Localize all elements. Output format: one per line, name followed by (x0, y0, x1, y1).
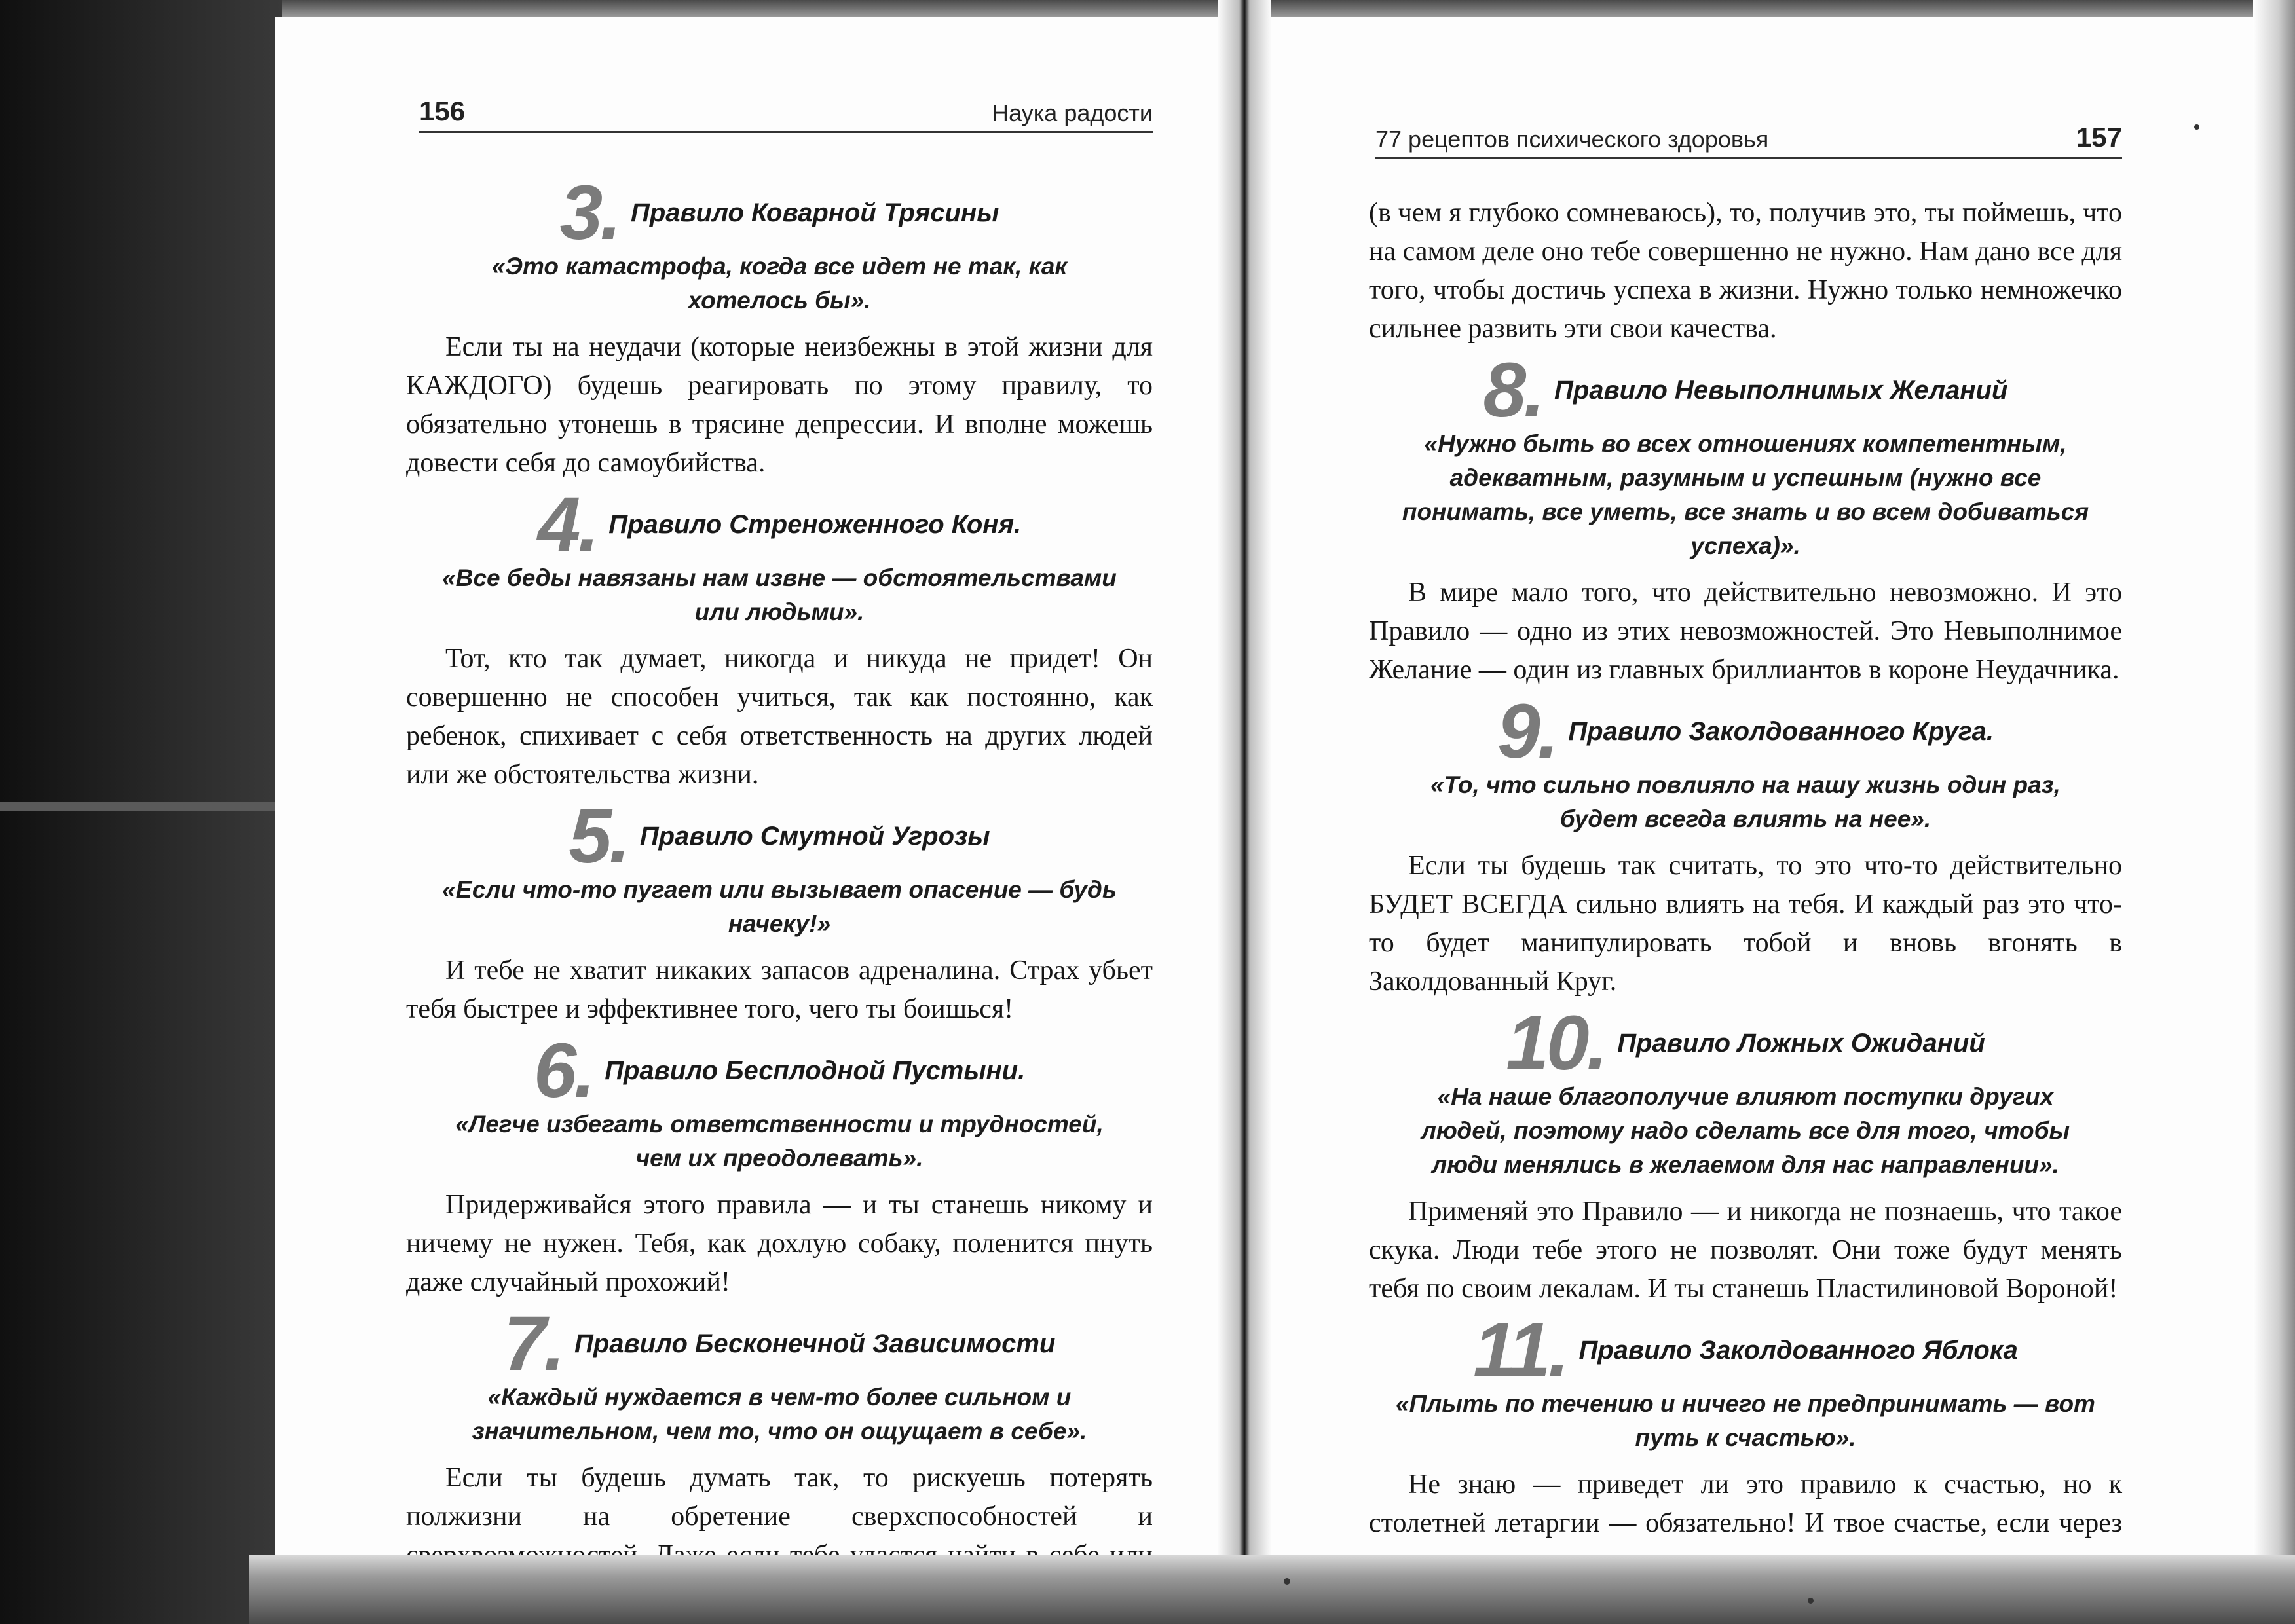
rule-quote: «Каждый нуждается в чем-то более сильном и значительном, чем то, что он ощущает в себе». (472, 1384, 1087, 1445)
left-rules-list (406, 170, 1153, 1614)
scan-shadow-top (282, 0, 2295, 17)
rule-paragraph: И тебе не хватит никаких запасов адреналина. Страх убьет тебя быстрее и эффективнее того, чего ты боишься! (406, 955, 1153, 1024)
rule-paragraph: Если ты на неудачи (которые неизбежны в этой жизни для КАЖДОГО) будешь реагировать по этому правилу, то обязательно утонешь в трясине депрессии. И вполне можешь довести себя до самоубийства. (406, 332, 1153, 478)
left-page-header (419, 96, 1153, 133)
rule-heading (406, 793, 1153, 879)
left-running-header: Наука радости (992, 100, 1153, 126)
rule-title: Правило Заколдованного Яблока (1578, 1335, 2018, 1365)
rule-title: Правило Смутной Угрозы (639, 821, 990, 851)
continuation-paragraph: (в чем я глубоко сомневаюсь), то, получив это, ты поймешь, что на самом деле оно тебе совершенно не нужно. Нам дано все для того, чтобы достичь успеха в жизни. Нужно только немножечко сильнее развить эти свои качества. (1369, 198, 2122, 344)
rule-paragraph: Если ты будешь так считать, то это что-то действительно БУДЕТ ВСЕГДА сильно влиять на тебя. И каждый раз это что-то будет манипулировать тобой и вновь вгонять в Заколдованный Круг. (1369, 851, 2122, 997)
scan-speck (2194, 124, 2199, 130)
rule-quote: «Плыть по течению и ничего не предпринимать — вот путь к счастью». (1396, 1390, 2095, 1451)
right-running-header: 77 рецептов психического здоровья (1375, 126, 1769, 153)
rule-number: 3. (559, 170, 620, 256)
rule-quote: «На наше благополучие влияют поступки других людей, поэтому надо сделать все для того, чтобы люди менялись в желаемом для нас направлении». (1421, 1083, 2070, 1178)
rule-number: 4. (537, 481, 597, 568)
right-page-content (1369, 194, 2122, 1588)
rule-title: Правило Бесплодной Пустыни. (605, 1056, 1026, 1085)
scan-shadow-bottom (249, 1555, 2295, 1624)
rule-title: Правило Бесконечной Зависимости (574, 1329, 1056, 1358)
scan-shadow-band (0, 802, 288, 811)
rule-block (406, 481, 1153, 794)
left-page (275, 17, 1218, 1556)
rule-paragraph: Если ты будешь думать так, то рискуешь потерять полжизни на обретение сверхспособностей и (406, 1463, 1153, 1532)
rule-block (406, 793, 1153, 1029)
rule-number: 11. (1473, 1307, 1567, 1393)
rule-heading (406, 481, 1153, 568)
right-page (1271, 17, 2253, 1556)
left-page-content (406, 171, 1153, 1620)
scan-speck (1808, 1598, 1814, 1604)
rule-number: 9. (1497, 688, 1557, 775)
rule-quote: «То, что сильно повлияло на нашу жизнь один раз, будет всегда влиять на нее». (1430, 771, 2061, 832)
rule-heading (406, 1301, 1153, 1387)
rule-number: 5. (569, 793, 628, 879)
rule-quote: «Легче избегать ответственности и трудностей, чем их преодолевать». (455, 1111, 1104, 1172)
rule-heading (406, 170, 1153, 256)
rule-title: Правило Стреноженного Коня. (608, 509, 1022, 539)
rule-block (1369, 688, 2122, 1001)
rule-quote: «Нужно быть во всех отношениях компетентным, адекватным, разумным и успешным (нужно все понимать, все уметь, все знать и во всем добиваться успеха)». (1402, 430, 2089, 559)
rule-paragraph: В мире мало того, что действительно невозможно. И это Правило — одно из этих невозможностей. Это Невыполнимое Желание — один из главных бриллиантов в короне Неудачника. (1369, 578, 2122, 685)
left-page-number: 156 (419, 96, 466, 126)
rule-quote: «Если что-то пугает или вызывает опасение — будь начеку!» (442, 876, 1117, 937)
rule-heading (1369, 1307, 2122, 1393)
rule-block (1369, 1307, 2122, 1581)
rule-title: Правило Невыполнимых Желаний (1554, 375, 2008, 405)
rule-quote: «Все беды навязаны нам извне — обстоятельствами или людьми». (442, 564, 1117, 625)
scan-speck (1284, 1578, 1290, 1585)
rule-number: 8. (1483, 347, 1543, 434)
rule-block (1369, 1000, 2122, 1308)
book-spine (1218, 0, 1271, 1572)
rule-number: 6. (533, 1027, 593, 1114)
rule-paragraph: Не знаю — приведет ли это правило к счастью, но к столетней летаргии — обязательно! И твое счастье, если через (1369, 1469, 2122, 1538)
rule-title: Правило Ложных Ожиданий (1617, 1028, 1985, 1058)
rule-quote: «Это катастрофа, когда все идет не так, как хотелось бы». (491, 253, 1068, 314)
rule-paragraph: Придерживайся этого правила — и ты станешь никому и ничему не нужен. Тебя, как дохлую собаку, поленится пнуть даже случайный прохожий! (406, 1190, 1153, 1297)
rule-title: Правило Заколдованного Круга. (1568, 716, 1994, 746)
rule-block (406, 170, 1153, 483)
rule-block (1369, 347, 2122, 690)
rule-number: 10. (1506, 1000, 1606, 1086)
rule-paragraph: Тот, кто так думает, никогда и никуда не придет! Он совершенно не способен учиться, так как постоянно, как ребенок, спихивает с себя ответственность на других людей или же обстоятельства жизни. (406, 644, 1153, 790)
rule-block (406, 1027, 1153, 1302)
scan-shadow-left (0, 0, 288, 1624)
rule-heading (406, 1027, 1153, 1114)
rule-heading (1369, 688, 2122, 775)
right-intro (1369, 194, 2122, 348)
rule-number: 7. (503, 1301, 563, 1387)
rule-heading (1369, 1000, 2122, 1086)
rule-paragraph: Применяй это Правило — и никогда не познаешь, что такое скука. Люди тебе этого не позволят. Они тоже будут менять тебя по своим лекалам. И ты станешь Пластилиновой Вороной! (1369, 1196, 2122, 1304)
right-page-number: 157 (2076, 122, 2122, 153)
right-page-header (1375, 122, 2122, 159)
rule-title: Правило Коварной Трясины (631, 198, 999, 227)
rule-heading (1369, 347, 2122, 434)
scan-edge-right (2253, 0, 2295, 1624)
right-rules-list (1369, 347, 2122, 1581)
